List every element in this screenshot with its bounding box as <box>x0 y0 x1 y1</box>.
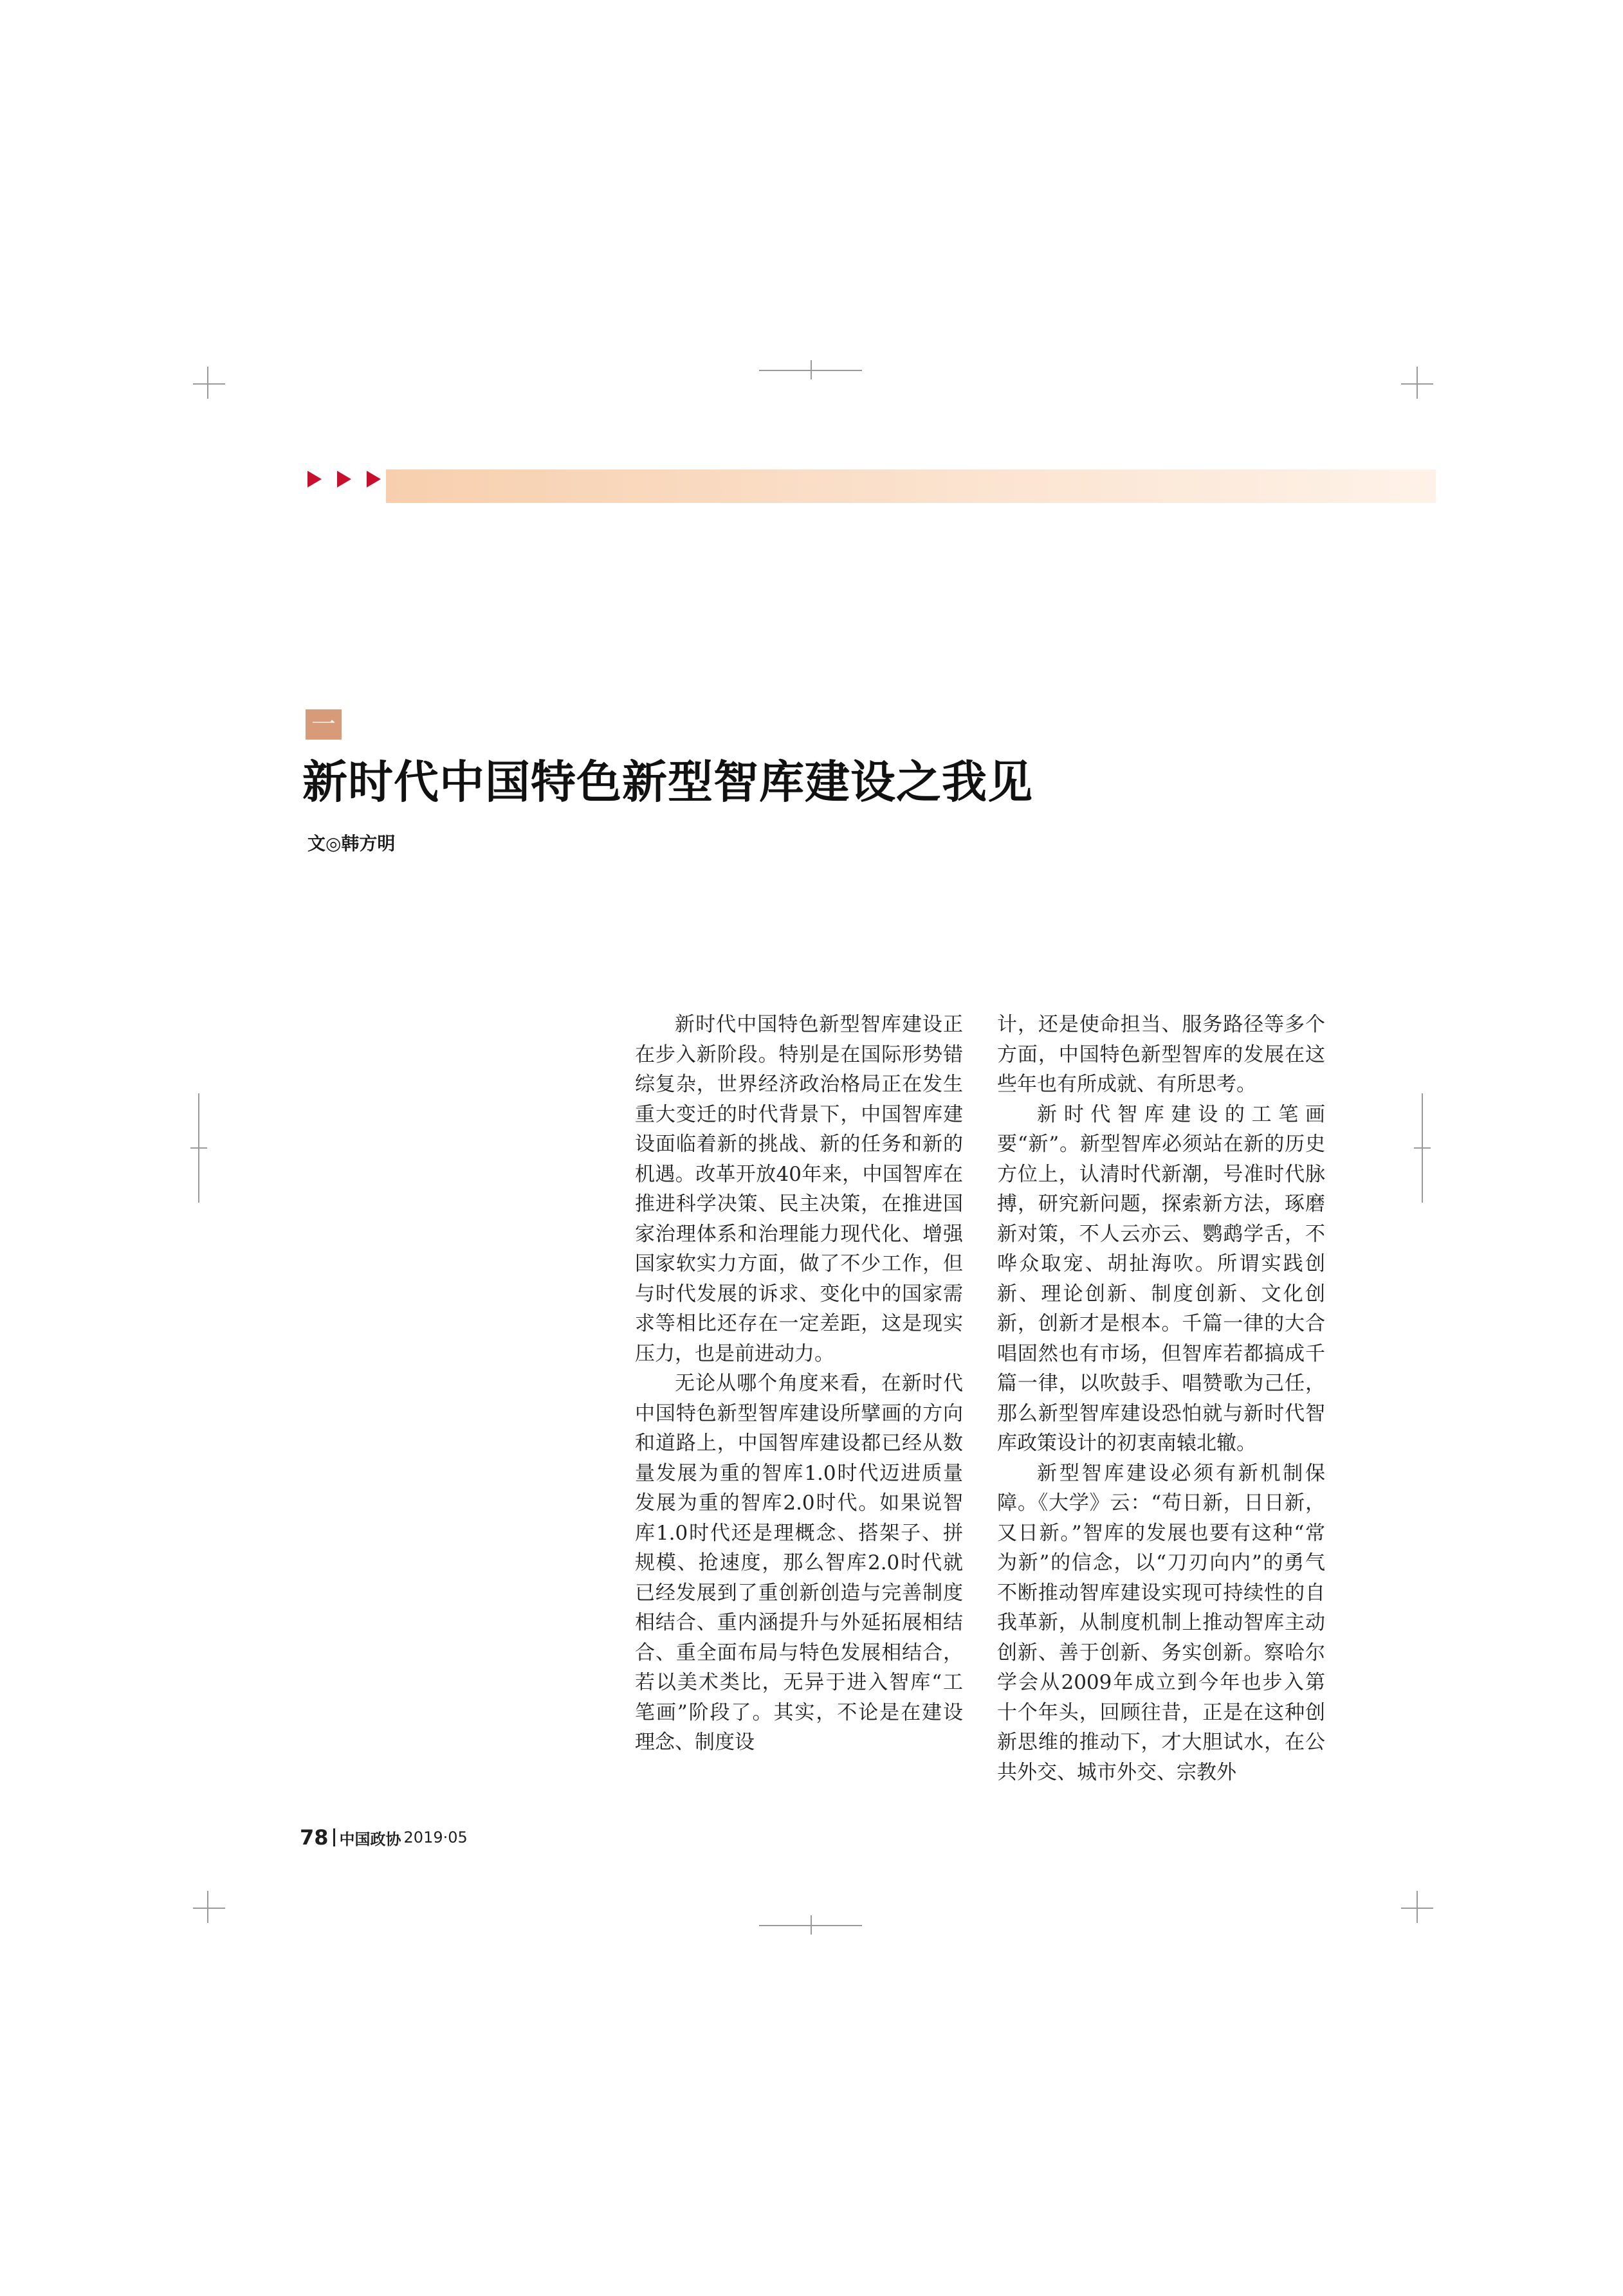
page-number: 78 <box>300 1825 329 1850</box>
article-column-left <box>635 1010 963 1758</box>
triangle-icon <box>367 471 381 487</box>
header-arrows <box>307 471 381 487</box>
byline: 文◎韩方明 <box>307 833 396 854</box>
paragraph: 无论从哪个角度来看，在新时代中国特色新型智库建设所擘画的方向和道路上，中国智库建设都已经从数量发展为重的智库1.0时代迈进质量发展为重的智库2.0时代。如果说智库1.0时代还是理概念、搭架子、拼规模、抢速度，那么智库2.0时代就已经发展到了重创新创造与完善制度相结合、重内涵提升与外延拓展相结合、重全面布局与特色发展相结合，若以美术类比，无异于进入智库“工笔画”阶段了。其实，不论是在建设理念、制度设 <box>635 1372 963 1754</box>
paragraph: 新时代中国特色新型智库建设正在步入新阶段。特别是在国际形势错综复杂，世界经济政治格局正在发生重大变迁的时代背景下，中国智库建设面临着新的挑战、新的任务和新的机遇。改革开放40年来，中国智库在推进科学决策、民主决策，在推进国家治理体系和治理能力现代化、增强国家软实力方面，做了不少工作，但与时代发展的诉求、变化中的国家需求等相比还存在一定差距，这是现实压力，也是前进动力。 <box>635 1013 963 1365</box>
issue-number: 2019·05 <box>403 1828 468 1846</box>
page-footer <box>300 1825 468 1850</box>
paragraph: 新型智库建设必须有新机制保障。《大学》云：“苟日新，日日新，又日新。”智库的发展也要有这种“常为新”的信念，以“刀刃向内”的勇气不断推动智库建设实现可持续性的自我革新，从制度机制上推动智库主动创新、善于创新、务实创新。察哈尔学会从2009年成立到今年也步入第十个年头，回顾往昔，正是在这种创新思维的推动下，才大胆试水，在公共外交、城市外交、宗教外 <box>997 1461 1325 1784</box>
article-title: 新时代中国特色新型智库建设之我见 <box>302 755 1033 808</box>
paragraph: 新时代智库建设的工笔画要“新”。新型智库必须站在新的历史方位上，认清时代新潮，号准时代脉搏，研究新问题，探索新方法，琢磨新对策，不人云亦云、鹦鹉学舌，不哗众取宠、胡扯海吹。所谓实践创新、理论创新、制度创新、文化创新，创新才是根本。千篇一律的大合唱固然也有市场，但智库若都搞成千篇一律，以吹鼓手、唱赞歌为己任，那么新型智库建设恐怕就与新时代智库政策设计的初衷南辕北辙。 <box>997 1102 1325 1455</box>
triangle-icon <box>307 471 322 487</box>
section-marker: 一 <box>306 709 342 740</box>
footer-divider <box>333 1828 335 1846</box>
header-band <box>386 469 1436 503</box>
article-column-right <box>997 1010 1325 1787</box>
magazine-name: 中国政协 <box>339 1830 401 1848</box>
triangle-icon <box>337 471 351 487</box>
paragraph: 计，还是使命担当、服务路径等多个方面，中国特色新型智库的发展在这些年也有所成就、有所思考。 <box>997 1013 1325 1096</box>
